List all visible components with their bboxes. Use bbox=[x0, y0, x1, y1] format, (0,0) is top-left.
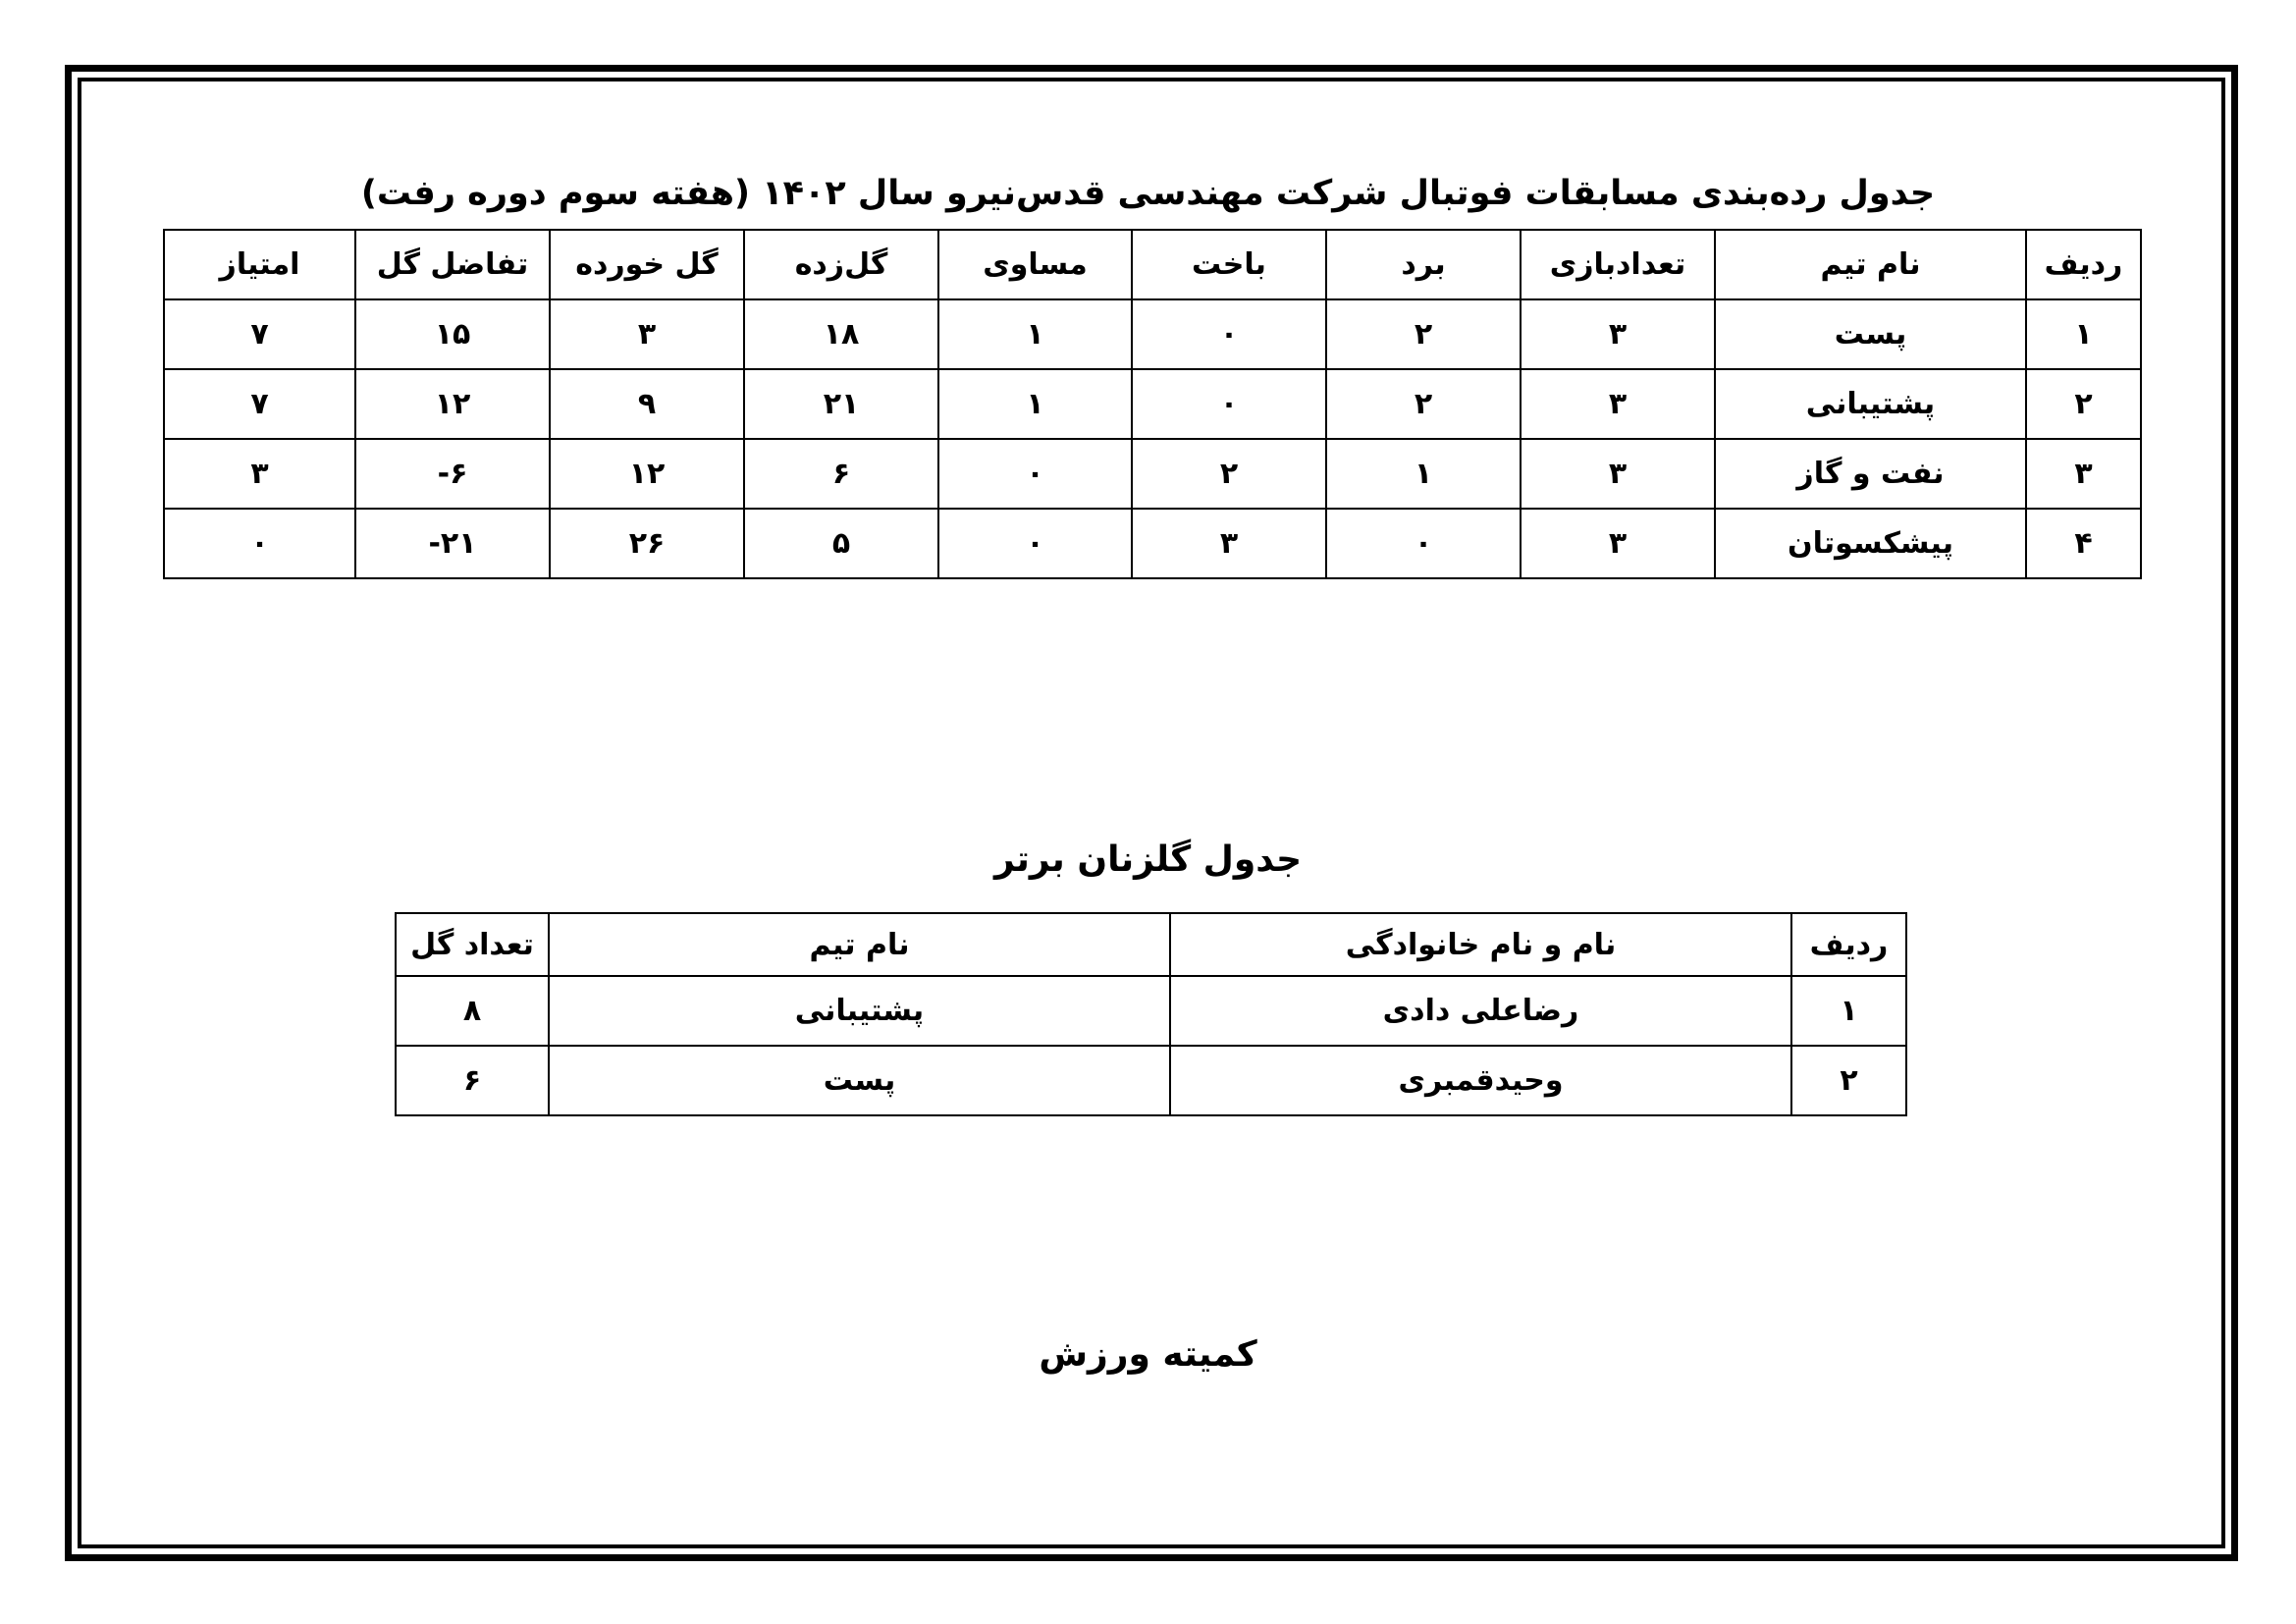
cell-points: ۰ bbox=[164, 509, 355, 578]
cell-goal-difference: ۱۵ bbox=[355, 299, 550, 369]
header-rank: ردیف bbox=[2026, 230, 2141, 299]
cell-played: ۳ bbox=[1521, 299, 1715, 369]
cell-rank: ۴ bbox=[2026, 509, 2141, 578]
table-row bbox=[164, 509, 2141, 578]
cell-team: پست bbox=[1715, 299, 2026, 369]
cell-player-name: رضاعلی دادی bbox=[1170, 976, 1791, 1046]
cell-goals-for: ۱۸ bbox=[744, 299, 938, 369]
cell-drawn: ۱ bbox=[938, 369, 1132, 439]
standings-title: جدول رده‌بندی مسابقات فوتبال شرکت مهندسی قدس‌نیرو سال ۱۴۰۲ (هفته سوم دوره رفت) bbox=[360, 174, 1936, 213]
cell-goals-against: ۹ bbox=[550, 369, 744, 439]
cell-lost: ۲ bbox=[1132, 439, 1326, 509]
cell-team: نفت و گاز bbox=[1715, 439, 2026, 509]
cell-goals-for: ۶ bbox=[744, 439, 938, 509]
table-row bbox=[396, 976, 1906, 1046]
cell-won: ۰ bbox=[1326, 509, 1521, 578]
cell-goal-count: ۸ bbox=[396, 976, 549, 1046]
cell-drawn: ۰ bbox=[938, 439, 1132, 509]
cell-goals-for: ۲۱ bbox=[744, 369, 938, 439]
cell-played: ۳ bbox=[1521, 369, 1715, 439]
cell-rank: ۲ bbox=[2026, 369, 2141, 439]
cell-rank: ۱ bbox=[2026, 299, 2141, 369]
cell-points: ۳ bbox=[164, 439, 355, 509]
cell-goal-difference: ۱۲ bbox=[355, 369, 550, 439]
header-team: نام تیم bbox=[549, 913, 1170, 976]
cell-won: ۲ bbox=[1326, 369, 1521, 439]
header-goals-for: گل‌زده bbox=[744, 230, 938, 299]
cell-drawn: ۰ bbox=[938, 509, 1132, 578]
cell-won: ۱ bbox=[1326, 439, 1521, 509]
cell-played: ۳ bbox=[1521, 509, 1715, 578]
table-row bbox=[164, 439, 2141, 509]
table-row bbox=[164, 299, 2141, 369]
cell-team: پشتیبانی bbox=[549, 976, 1170, 1046]
header-won: برد bbox=[1326, 230, 1521, 299]
cell-rank: ۲ bbox=[1791, 1046, 1906, 1115]
header-lost: باخت bbox=[1132, 230, 1326, 299]
standings-table bbox=[163, 229, 2142, 579]
cell-won: ۲ bbox=[1326, 299, 1521, 369]
scorers-title: جدول گلزنان برتر bbox=[993, 839, 1303, 880]
standings-header-row bbox=[164, 230, 2141, 299]
top-scorers-table bbox=[395, 912, 1907, 1116]
cell-points: ۷ bbox=[164, 369, 355, 439]
scorers-header-row bbox=[396, 913, 1906, 976]
cell-team: پیشکسوتان bbox=[1715, 509, 2026, 578]
header-goal-count: تعداد گل bbox=[396, 913, 549, 976]
cell-goal-difference: ۶- bbox=[355, 439, 550, 509]
cell-lost: ۰ bbox=[1132, 369, 1326, 439]
table-row bbox=[396, 1046, 1906, 1115]
cell-played: ۳ bbox=[1521, 439, 1715, 509]
cell-goals-against: ۱۲ bbox=[550, 439, 744, 509]
cell-drawn: ۱ bbox=[938, 299, 1132, 369]
cell-goal-count: ۶ bbox=[396, 1046, 549, 1115]
header-played: تعدادبازی bbox=[1521, 230, 1715, 299]
header-points: امتیاز bbox=[164, 230, 355, 299]
cell-goals-against: ۲۶ bbox=[550, 509, 744, 578]
footer-signature: کمیته ورزش bbox=[1039, 1334, 1257, 1375]
cell-goals-for: ۵ bbox=[744, 509, 938, 578]
cell-rank: ۱ bbox=[1791, 976, 1906, 1046]
header-rank: ردیف bbox=[1791, 913, 1906, 976]
header-goal-difference: تفاضل گل bbox=[355, 230, 550, 299]
cell-goal-difference: ۲۱- bbox=[355, 509, 550, 578]
cell-points: ۷ bbox=[164, 299, 355, 369]
header-drawn: مساوی bbox=[938, 230, 1132, 299]
cell-team: پست bbox=[549, 1046, 1170, 1115]
header-goals-against: گل خورده bbox=[550, 230, 744, 299]
cell-player-name: وحیدقمبری bbox=[1170, 1046, 1791, 1115]
table-row bbox=[164, 369, 2141, 439]
cell-lost: ۳ bbox=[1132, 509, 1326, 578]
cell-goals-against: ۳ bbox=[550, 299, 744, 369]
cell-lost: ۰ bbox=[1132, 299, 1326, 369]
cell-rank: ۳ bbox=[2026, 439, 2141, 509]
cell-team: پشتیبانی bbox=[1715, 369, 2026, 439]
header-team: نام تیم bbox=[1715, 230, 2026, 299]
header-player-name: نام و نام خانوادگی bbox=[1170, 913, 1791, 976]
